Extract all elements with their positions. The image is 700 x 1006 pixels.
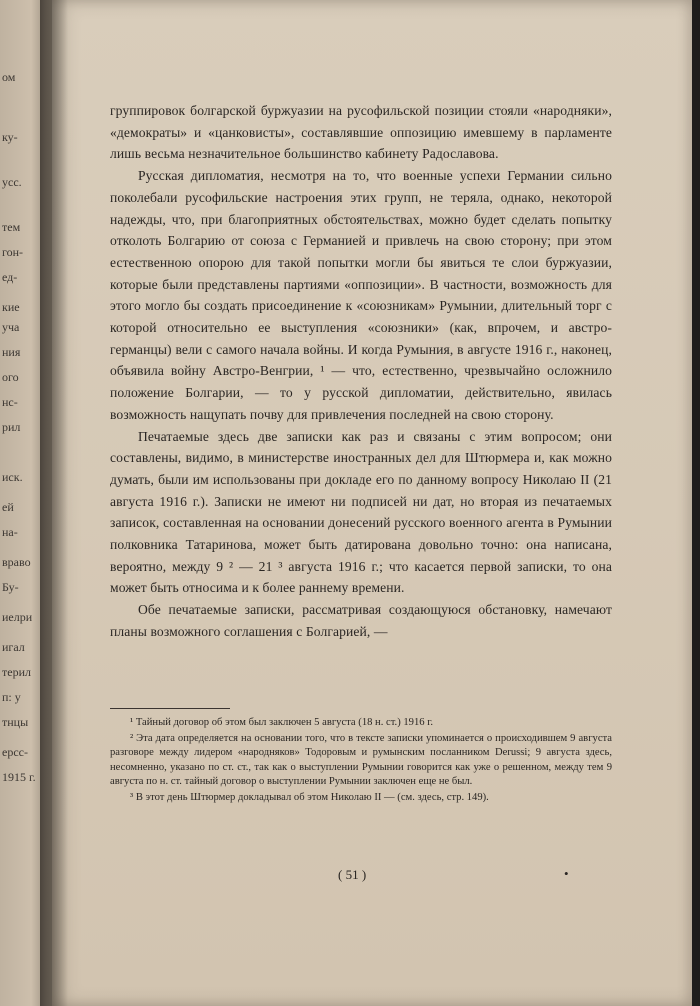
left-page-fragment: иск. xyxy=(2,470,23,484)
left-page-fragment: гон- xyxy=(2,245,24,259)
left-page-fragment: уча xyxy=(2,320,20,334)
left-page-fragment: враво xyxy=(2,555,31,569)
paragraph-1: группировок болгарской буржуазии на русофильской позиции стояли «народняки», «демократы» и «цанковисты», составлявшие оппозицию имевшему в парламенте лишь весьма незначительное большинство кабинету Радославова. xyxy=(110,103,612,162)
left-page-fragment: ку- xyxy=(2,130,18,144)
left-page-fragment: нс- xyxy=(2,395,18,409)
paragraph-2: Русская дипломатия, несмотря на то, что военные успехи Германии сильно поколебали русофильские настроения этих групп, не теряла, однако, некоторой надежды, что, при благоприятных обстоятельствах, можно будет сделать попытку отколоть Болгарию от союза с Германией и привлечь на свою сторону; при этом естественною опорою для такой попытки могли бы явиться те слои буржуазии, которые были представлены партиями «оппозиции». В частности, возможность для этого могло бы создать присоединение к «союзникам» Румынии, длительный торг с которой относительно ее выступления «союзники» (как, впрочем, и австро-германцы) вели с самого начала войны. И когда Румыния, в августе 1916 г., наконец, объявила войну Австро-Венгрии, ¹ — что, естественно, чрезвычайно осложнило положение Болгарии, — то у русской дипломатии, действительно, явилась возможность нащупать почву для привлечения последней на свою сторону. xyxy=(110,168,612,422)
book-page xyxy=(52,0,692,1006)
left-page-fragment: тнцы xyxy=(2,715,29,729)
left-page-fragment: ом xyxy=(2,70,16,84)
left-page-fragment: на- xyxy=(2,525,18,539)
paragraph-3: Печатаемые здесь две записки как раз и связаны с этим вопросом; они составлены, видимо, в министерстве иностранных дел для Штюрмера и, как можно думать, были им использованы при докладе его по данному вопросу Николаю II (21 августа 1916 г.). Записки не имеют ни подписей ни дат, но вторая из печатаемых записок, составленная на основании донесений русского военного агента в Румынии полковника Татаринова, может быть датирована довольно точно: она написана, вероятно, между 9 ² — 21 ³ августа 1916 г.; что касается первой записки, то она может быть относима и к более раннему времени. xyxy=(110,428,612,596)
left-page-fragment: Бу- xyxy=(2,580,19,594)
left-page-fragment: ед- xyxy=(2,270,18,284)
left-page-fragment: ния xyxy=(2,345,21,359)
footnote-2: ² Эта дата определяется на основании того, что в тексте записки упоминается о происходившем 9 августа разговоре между лидером «народняков» Тодоровым и румынским посланником Derussi; 9 августа здесь, несомненно, указано по ст. ст., так как о выступлении Румынии говорится как уже о решенном, между тем 9 августа по н. ст. тайный договор о выступлении Румынии заключен еще не был. xyxy=(110,732,612,788)
paragraph-4: Обе печатаемые записки, рассматривая создающуюся обстановку, намечают планы возможного соглашения с Болгарией, — xyxy=(110,602,612,639)
left-page-fragment: ого xyxy=(2,370,19,384)
left-page-fragment: ей xyxy=(2,500,14,514)
left-page-fragment: кие xyxy=(2,300,20,314)
left-page-fragment: терил xyxy=(2,665,31,679)
footnote-1: ¹ Тайный договор об этом был заключен 5 августа (18 н. ст.) 1916 г. xyxy=(130,717,434,728)
page-number: ( 51 ) xyxy=(338,867,367,882)
left-page-fragment: ерсс- xyxy=(2,745,28,759)
gutter-shadow xyxy=(40,0,68,1006)
left-page-fragment: иелри xyxy=(2,610,33,624)
footnote-rule xyxy=(110,708,230,709)
print-marker: • xyxy=(564,866,569,881)
left-page-fragment: тем xyxy=(2,220,21,234)
footnote-3: ³ В этот день Штюрмер докладывал об этом Николаю II — (см. здесь, стр. 149). xyxy=(130,791,489,803)
left-page-fragment: игал xyxy=(2,640,25,654)
left-page-fragment: рил xyxy=(2,420,21,434)
left-page-fragment: 1915 г. xyxy=(2,770,36,784)
footnotes xyxy=(110,716,612,807)
left-page-fragment: усс. xyxy=(2,175,22,189)
left-page-fragment: п: у xyxy=(2,690,21,704)
main-text xyxy=(110,100,612,643)
